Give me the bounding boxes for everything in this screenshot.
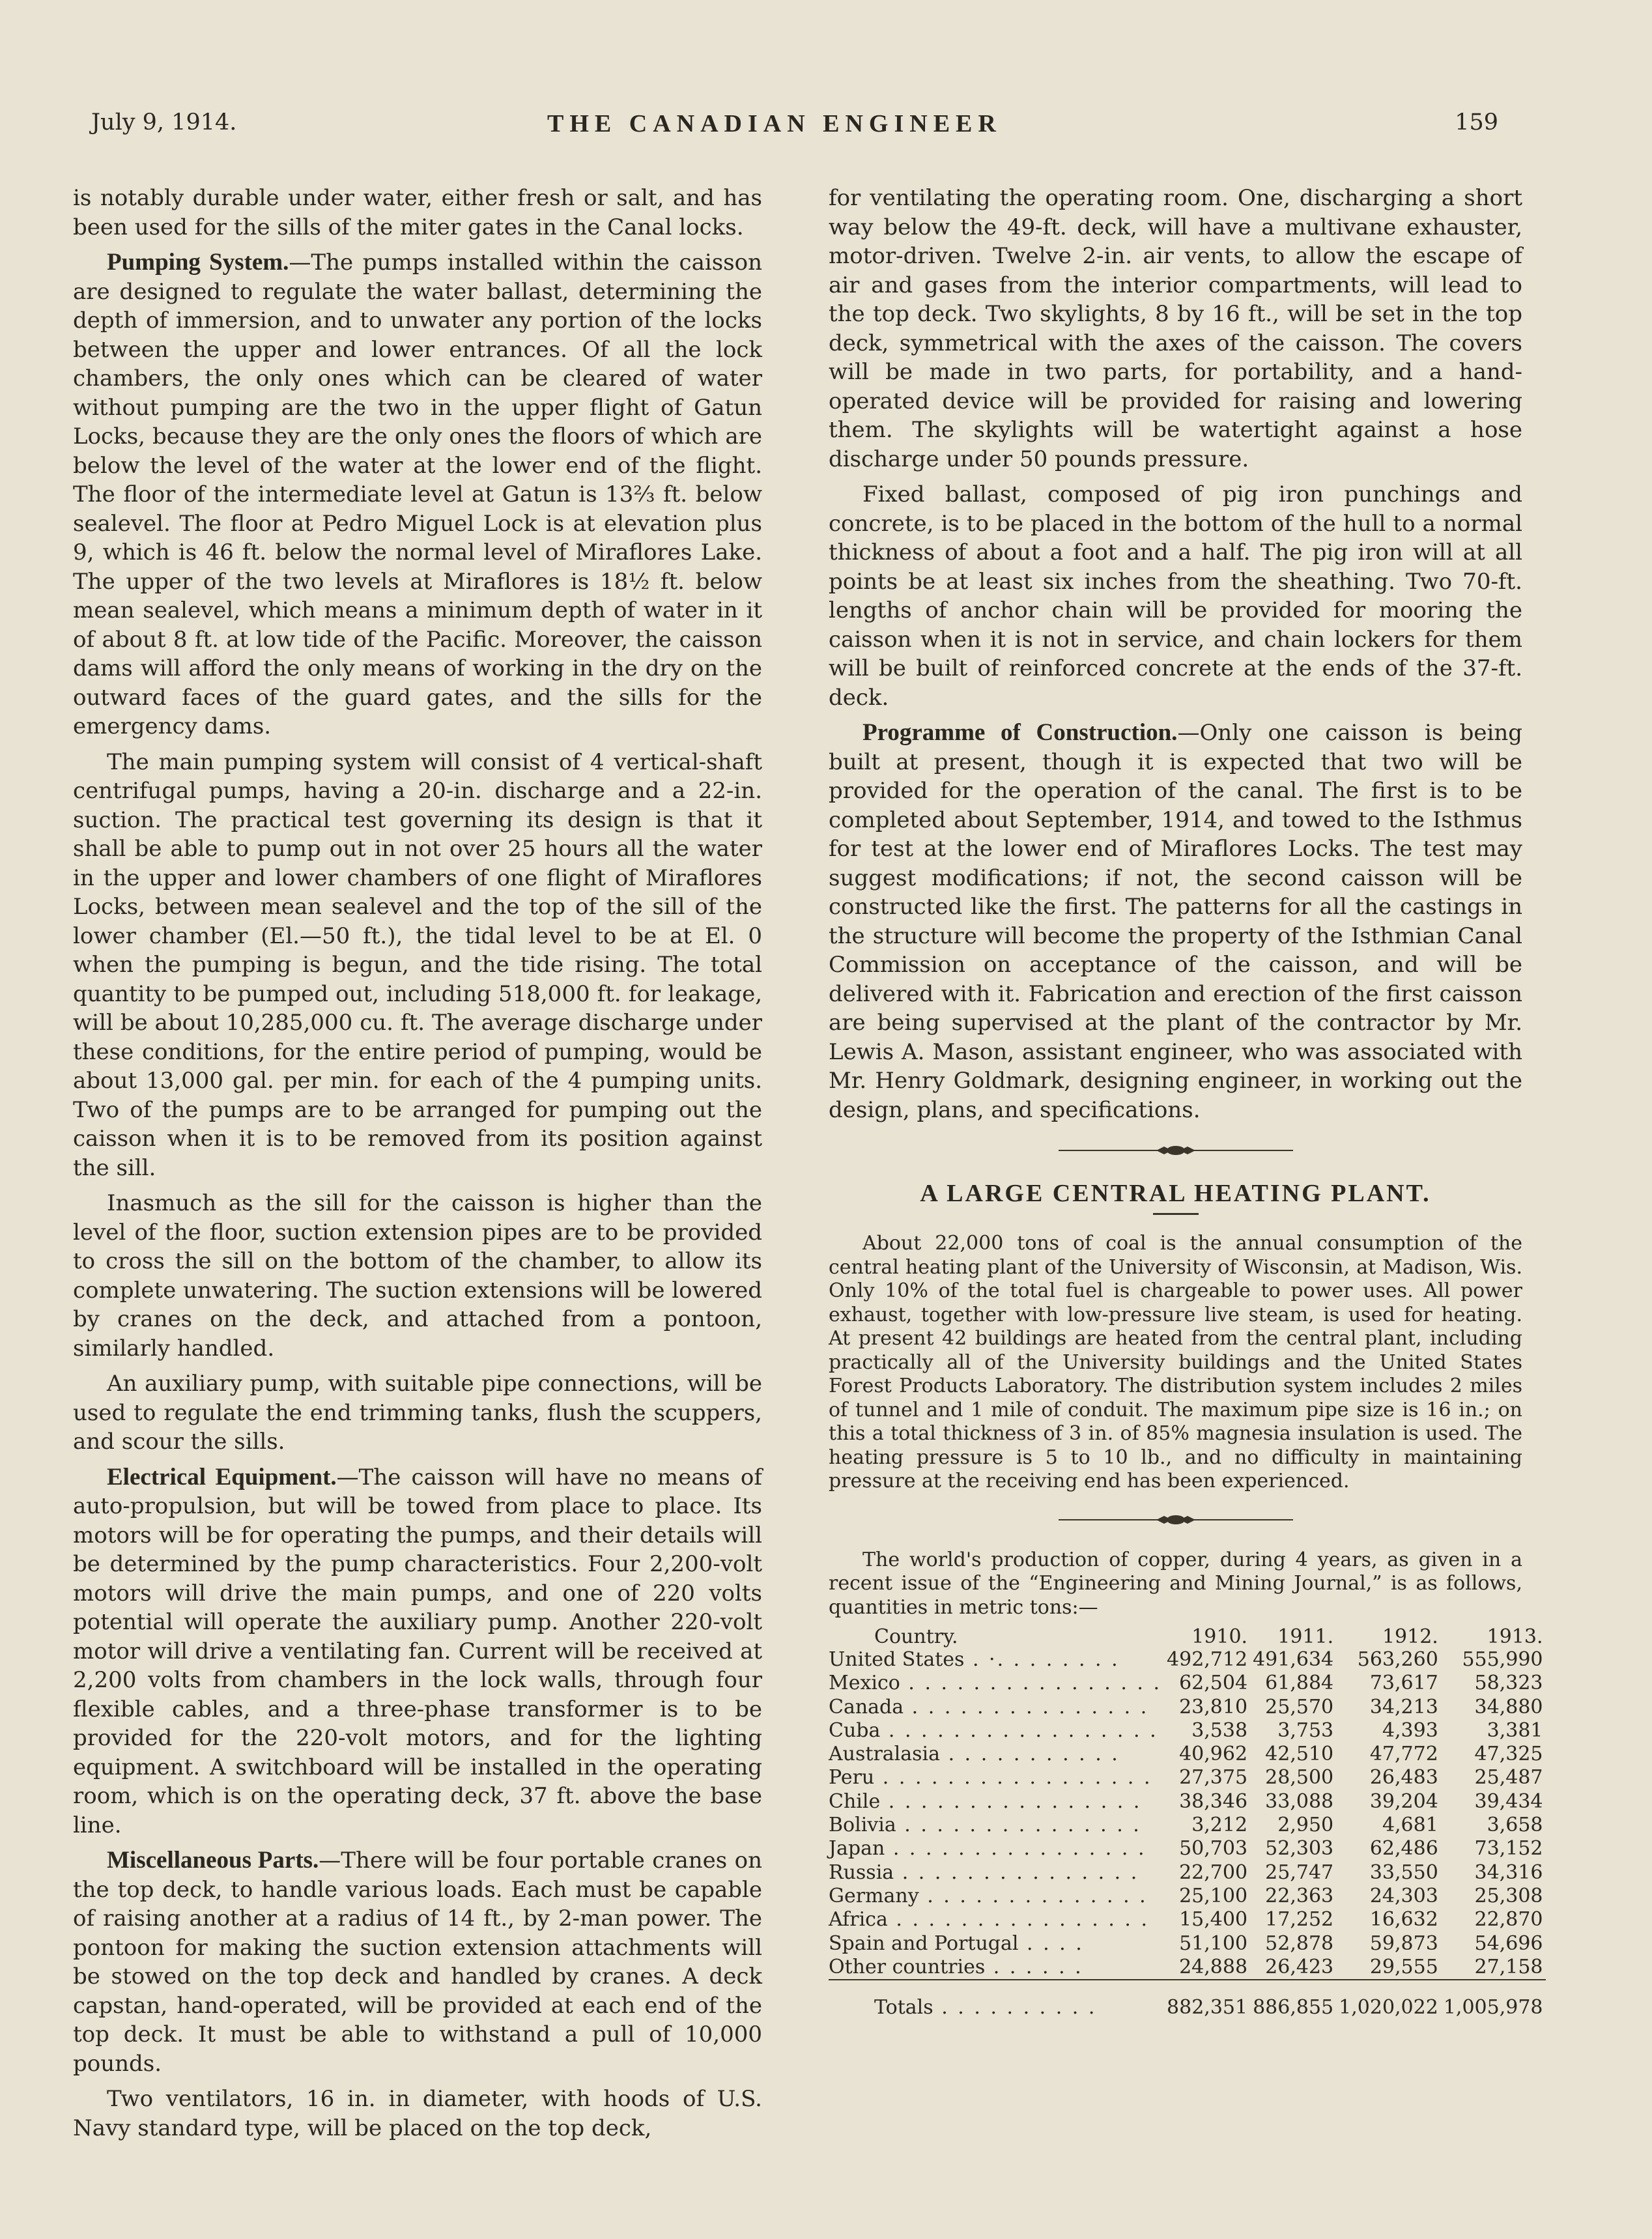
right-column [829, 184, 1543, 2019]
value-cell: 4,393 [1382, 1718, 1438, 1742]
value-cell: 25,570 [1265, 1695, 1334, 1718]
dot-leader: . . . . . . . . . . . . . . . . [885, 1837, 1146, 1861]
value-cell: 16,632 [1369, 1908, 1438, 1932]
dot-leader: . . . . . . . . . . . . . . . . [887, 1908, 1150, 1932]
country-name: Peru [829, 1766, 875, 1790]
value-cell: 61,884 [1265, 1672, 1334, 1695]
value-cell: 34,316 [1474, 1861, 1543, 1884]
value-cell: 27,375 [1179, 1766, 1248, 1790]
value-cell: 25,747 [1265, 1861, 1334, 1884]
table-row [829, 1956, 1546, 1980]
value-cell: 555,990 [1462, 1648, 1543, 1671]
paragraph-text: —The caisson will have no means of auto-propulsion, but will be towed from place to place. Its motors will be for operating the pumps, and their details will be determined by the pump characteristics. Four 2,200-volt motors will drive the main pumps, and one of 220 volts potential will operate the auxiliary pump. Another 220-volt motor will drive a ventilating fan. Current will be received at 2,200 volts from chambers in the lock walls, through four flexible cables, and a three-phase transformer is to be provided for the 220-volt motors, and for the lighting equipment. A switchboard will be installed in the operating room, which is on the operating deck, 37 ft. above the base line. [73, 1464, 762, 1838]
dot-leader: . . . . . . . . . . . . . . . [894, 1861, 1139, 1884]
value-cell: 22,363 [1265, 1884, 1334, 1907]
value-cell: 33,550 [1369, 1861, 1438, 1884]
paragraph: for ventilating the operating room. One, discharging a short way below the 49-ft. deck, will have a multivane exhauster, motor-driven. Twelve 2-in. air vents, to allow the escape of air and gases from the interior compartments, will lead to the top deck. Two skylights, 8 by 16 ft., will be set in the top deck, symmetrical with the axes of the caisson. The covers will be made in two parts, for portability, and a hand-operated device will be provided for raising and lowering them. The skylights will be watertight against a hose discharge under 50 pounds pressure. [829, 185, 1522, 472]
value-cell: 59,873 [1369, 1932, 1438, 1955]
value-cell: 22,870 [1474, 1908, 1543, 1932]
value-cell: 24,303 [1369, 1884, 1438, 1907]
value-cell: 40,962 [1179, 1743, 1248, 1766]
value-cell: 54,696 [1474, 1932, 1543, 1955]
country-cell [829, 1743, 1164, 1766]
country-name: Germany [829, 1884, 919, 1907]
column-header: 1910. [1191, 1625, 1248, 1648]
value-cell: 52,878 [1265, 1932, 1334, 1955]
value-cell: 15,400 [1179, 1908, 1248, 1932]
country-name: Canada [829, 1695, 904, 1718]
dot-leader: . . . . . . . . . . . . . . . [904, 1695, 1149, 1718]
paragraph: About 22,000 tons of coal is the annual consumption of the central heating plant of the University of Wisconsin, at Madison, Wis. Only 10% of the total fuel is chargeable to power uses. All power exhaust, together with low-pressure live steam, is used for heating. At present 42 buildings are heated from the central plant, including practically all of the University buildings and the United States Forest Products Laboratory. The distribution system includes 2 miles of tunnel and 1 mile of conduit. The maximum pipe size is 16 in.; on this a total thickness of 3 in. of 85% magnesia insulation is used. The heating pressure is 5 to 10 lb., and no difficulty in maintaining pressure at the receiving end has been experienced. [829, 1232, 1522, 1492]
column-header: 1912. [1382, 1625, 1438, 1648]
section-divider-ornament [1059, 1144, 1293, 1157]
value-cell: 3,658 [1487, 1814, 1543, 1837]
section-heading: Electrical Equipment. [107, 1463, 337, 1490]
table-row [829, 1766, 1546, 1790]
value-cell: 24,888 [1179, 1955, 1248, 1978]
value-cell: 1,020,022 [1339, 1996, 1438, 2019]
value-cell: 1,005,978 [1443, 1996, 1543, 2019]
value-cell: 39,434 [1474, 1790, 1543, 1813]
country-cell [829, 1696, 1164, 1719]
value-cell: 73,152 [1474, 1837, 1543, 1861]
value-cell: 2,950 [1277, 1814, 1334, 1837]
paragraph-electrical-equipment [73, 1463, 762, 1840]
article-title: A LARGE CENTRAL HEATING PLANT. [920, 1180, 1431, 1207]
paragraph-pumping-system [73, 248, 762, 741]
dot-leader: . . . . . . . . . . . . . . . . [880, 1790, 1142, 1813]
value-cell: 29,555 [1369, 1955, 1438, 1978]
table-row [829, 1672, 1546, 1695]
country-cell [829, 1648, 1164, 1672]
country-cell [829, 1956, 1164, 1980]
value-cell: 34,880 [1474, 1695, 1543, 1718]
value-cell: 51,100 [1179, 1932, 1248, 1955]
dot-leader: . . . . . . . . . . . . . . [919, 1884, 1148, 1907]
value-cell: 39,204 [1369, 1790, 1438, 1813]
paragraph: The main pumping system will consist of 4 vertical-shaft centrifugal pumps, having a 20-in. discharge and a 22-in. suction. The practical test governing its design is that it shall be able to pump out in not over 25 hours all the water in the upper and lower chambers of one flight of Miraflores Locks, between mean sealevel and the top of the sill of the lower chamber (El.—50 ft.), the tidal level to be at El. 0 when the pumping is begun, and the tide rising. The total quantity to be pumped out, including 518,000 ft. for leakage, will be about 10,285,000 cu. ft. The average discharge under these conditions, for the entire period of pumping, would be about 13,000 gal. per min. for each of the 4 pumping units. Two of the pumps are to be arranged for pumping out the caisson when it is to be removed from its position against the sill. [73, 749, 762, 1181]
value-cell: 26,423 [1265, 1955, 1334, 1978]
journal-title: THE CANADIAN ENGINEER [547, 110, 1002, 137]
dot-leader: . . . . . . . . . . . . . . . . . [874, 1766, 1152, 1790]
paragraph-miscellaneous-parts [73, 1846, 762, 2078]
value-cell: 33,088 [1265, 1790, 1334, 1813]
dot-leader: . . . . [1018, 1932, 1084, 1955]
table-row [829, 1885, 1546, 1908]
value-cell: 25,100 [1179, 1884, 1248, 1907]
country-cell [829, 1861, 1164, 1885]
paragraph: is notably durable under water, either fresh or salt, and has been used for the sills of the miter gates in the Canal locks. [73, 185, 762, 240]
country-cell [829, 1837, 1164, 1861]
country-name: Mexico [829, 1672, 900, 1695]
value-cell: 3,212 [1191, 1814, 1248, 1837]
country-cell [829, 1766, 1164, 1790]
table-row [829, 1814, 1546, 1837]
dot-leader: . . . . . . . . . . . [940, 1743, 1120, 1766]
country-name: Australasia [829, 1743, 941, 1766]
paragraph: An auxiliary pump, with suitable pipe connections, will be used to regulate the end trimming tanks, flush the scuppers, and scour the sills. [73, 1371, 762, 1455]
paragraph: Two ventilators, 16 in. in diameter, with hoods of U.S. Navy standard type, will be placed on the top deck, [73, 2086, 762, 2141]
value-cell: 34,213 [1369, 1695, 1438, 1718]
table-row [829, 1696, 1546, 1719]
value-cell: 563,260 [1357, 1648, 1438, 1671]
country-cell [829, 1885, 1164, 1908]
value-cell: 28,500 [1265, 1766, 1334, 1790]
table-row [829, 1648, 1546, 1672]
value-cell: 42,510 [1265, 1743, 1334, 1766]
country-cell [829, 1932, 1164, 1956]
page-header [91, 109, 1498, 149]
dot-leader: . . . . . . . . . . [933, 1996, 1097, 2019]
value-cell: 3,753 [1277, 1718, 1334, 1742]
country-name: Totals [874, 1996, 933, 2019]
paragraph-text: —Only one caisson is being built at present, though it is expected that two will be provided for the operation of the canal. The first is to be completed about September, 1914, and towed to the Isthmus for test at the lower end of Miraflores Locks. The test may suggest modifications; if not, the second caisson will be constructed like the first. The patterns for all the castings in the structure will become the property of the Isthmian Canal Commission on acceptance of the caisson, and will be delivered with it. Fabrication and erection of the first caisson are being supervised at the plant of the contractor by Mr. Lewis A. Mason, assistant engineer, who was associated with Mr. Henry Goldmark, designing engineer, in working out the design, plans, and specifications. [829, 720, 1522, 1123]
paragraph: Fixed ballast, composed of pig iron punchings and concrete, is to be placed in the bottom of the hull to a normal thickness of about a foot and a half. The pig iron will at all points be at least six inches from the sheathing. Two 70-ft. lengths of anchor chain will be provided for mooring the caisson when it is not in service, and chain lockers for them will be built of reinforced concrete at the ends of the 37-ft. deck. [829, 481, 1522, 711]
copper-intro: The world's production of copper, during 4 years, as given in a recent issue of the “Engineering and Mining Journal,” is as follows, quantities in metric tons:— [829, 1548, 1522, 1619]
dot-leader: . . . . . . . . . . . . . . . [896, 1814, 1141, 1837]
value-cell: 73,617 [1369, 1672, 1438, 1695]
issue-date: July 9, 1914. [91, 109, 237, 135]
paragraph-programme-of-construction [829, 719, 1522, 1124]
table-row [829, 1790, 1546, 1814]
table-row [829, 1837, 1546, 1861]
section-heading: Programme of Construction. [862, 719, 1178, 746]
table-row [829, 1719, 1546, 1743]
value-cell: 52,303 [1265, 1837, 1334, 1861]
value-cell: 25,308 [1474, 1884, 1543, 1907]
table-row [829, 1932, 1546, 1956]
country-name: Cuba [829, 1718, 881, 1742]
value-cell: 50,703 [1179, 1837, 1248, 1861]
section-heading: Pumping System. [107, 249, 289, 276]
paragraph-text: —There will be four portable cranes on the top deck, to handle various loads. Each must be capable of raising another at a radius of 14 ft., by 2-man power. The pontoon for making the suction extension attachments will be stowed on the top deck and handled by cranes. A deck capstan, hand-operated, will be provided at each end of the top deck. It must be able to withstand a pull of 10,000 pounds. [73, 1847, 762, 2077]
value-cell: 3,538 [1191, 1718, 1248, 1742]
table-row [829, 1743, 1546, 1766]
country-name: Africa [829, 1908, 888, 1932]
section-divider-ornament [1059, 1513, 1293, 1526]
totals-rule [829, 1980, 1546, 1993]
country-cell [829, 1814, 1164, 1837]
value-cell: 4,681 [1382, 1814, 1438, 1837]
country-cell [829, 1719, 1164, 1743]
value-cell: 492,712 [1167, 1648, 1248, 1671]
value-cell: 3,381 [1487, 1718, 1543, 1742]
paragraph: Inasmuch as the sill for the caisson is higher than the level of the floor, suction extension pipes are to be provided to cross the sill on the bottom of the chamber, to allow its complete unwatering. The suction extensions will be lowered by cranes on the deck, and attached from a pontoon, similarly handled. [73, 1190, 762, 1362]
copper-production-table [829, 1626, 1546, 2019]
value-cell: 58,323 [1474, 1672, 1543, 1695]
country-name: Spain and Portugal [829, 1932, 1019, 1955]
value-cell: 25,487 [1474, 1766, 1543, 1790]
country-name: Russia [829, 1861, 894, 1884]
value-cell: 23,810 [1179, 1695, 1248, 1718]
country-cell [829, 1993, 1164, 2019]
paragraph-text: —The pumps installed within the caisson are designed to regulate the water ballast, determining the depth of immersion, and to unwater any portion of the locks between the upper and lower entrances. Of all the lock chambers, the only ones which can be cleared of water without pumping are the two in the upper flight of Gatun Locks, because they are the only ones the floors of which are below the level of the water at the lower end of the flight. The floor of the intermediate level at Gatun is 13⅔ ft. below sealevel. The floor at Pedro Miguel Lock is at elevation plus 9, which is 46 ft. below the normal level of Miraflores Lake. The upper of the two levels at Miraflores is 18½ ft. below mean sealevel, which means a minimum depth of water in it of about 8 ft. at low tide of the Pacific. Moreover, the caisson dams will afford the only means of working in the dry on the outward faces of the guard gates, and the sills for the emergency dams. [73, 250, 762, 739]
country-name: Chile [829, 1790, 881, 1813]
country-name: Bolivia [829, 1814, 896, 1837]
country-name: Japan [829, 1837, 885, 1861]
column-header: 1911. [1277, 1625, 1334, 1648]
value-cell: 62,486 [1369, 1837, 1438, 1861]
value-cell: 27,158 [1474, 1955, 1543, 1978]
value-cell: 38,346 [1179, 1790, 1248, 1813]
country-name: United States [829, 1648, 965, 1671]
table-header-row [829, 1626, 1546, 1648]
dot-leader: . ·. . . . . . . . [964, 1648, 1120, 1671]
country-cell [829, 1672, 1164, 1695]
table-row [829, 1908, 1546, 1932]
value-cell: 22,700 [1179, 1861, 1248, 1884]
value-cell: 26,483 [1369, 1766, 1438, 1790]
country-name: Other countries [829, 1955, 986, 1978]
title-rule [1153, 1213, 1199, 1215]
country-cell [829, 1908, 1164, 1932]
page-number: 159 [1455, 109, 1498, 135]
value-cell: 491,634 [1253, 1648, 1334, 1671]
dot-leader: . . . . . . [985, 1955, 1083, 1978]
dot-leader: . . . . . . . . . . . . . . . . [900, 1672, 1162, 1695]
value-cell: 62,504 [1179, 1672, 1248, 1695]
value-cell: 47,325 [1474, 1743, 1543, 1766]
totals-row [829, 1993, 1546, 2019]
table-row [829, 1861, 1546, 1885]
value-cell: 886,855 [1253, 1996, 1334, 2019]
dot-leader: . . . . . . . . . . . . . . . . . [880, 1718, 1158, 1742]
totals-rule-cell [829, 1980, 1546, 1993]
column-header: 1913. [1487, 1625, 1543, 1648]
left-column [73, 184, 762, 2149]
section-heading: Miscellaneous Parts. [107, 1847, 319, 1874]
value-cell: 47,772 [1369, 1743, 1438, 1766]
value-cell: 882,351 [1167, 1996, 1248, 2019]
column-header: Country. [874, 1625, 958, 1648]
value-cell: 17,252 [1265, 1908, 1334, 1932]
country-cell [829, 1790, 1164, 1814]
